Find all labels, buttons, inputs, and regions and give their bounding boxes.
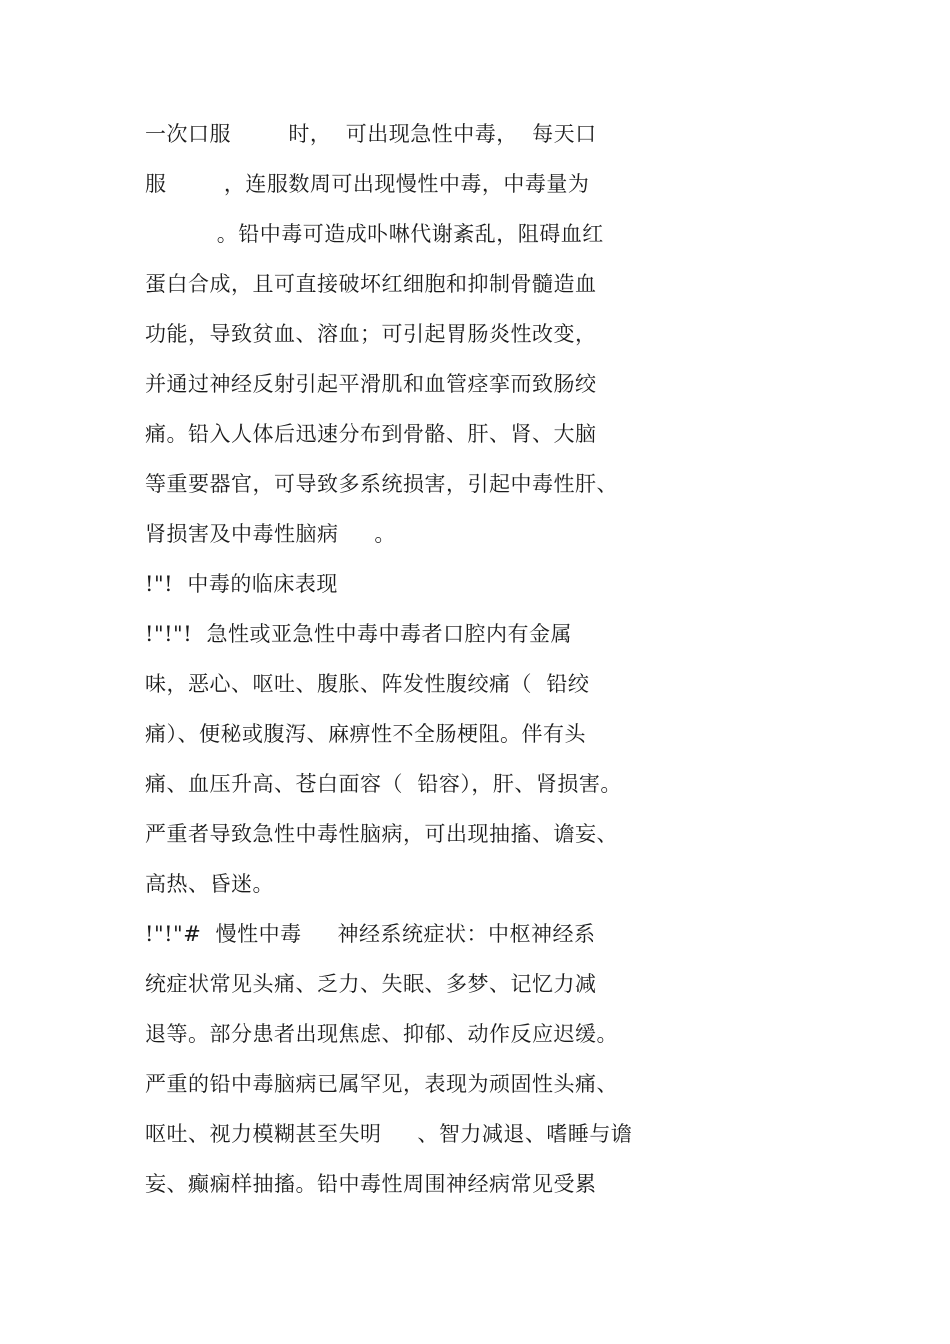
text-line: 退等。部分患者出现焦虑、抑郁、动作反应迟缓。 xyxy=(145,1022,618,1046)
text-line: 统症状常见头痛、乏力、失眠、多梦、记忆力减 xyxy=(145,972,597,996)
text-line: 并通过神经反射引起平滑肌和血管痉挛而致肠绞 xyxy=(145,372,597,396)
text-line: 妄、癫痫样抽搐。铅中毒性周围神经病常见受累 xyxy=(145,1172,597,1196)
text-line: 肾损害及中毒性脑病 。 xyxy=(145,522,396,546)
section-heading: !"! 中毒的临床表现 xyxy=(145,572,338,596)
text-line: 。铅中毒可造成卟啉代谢紊乱，阻碍血红 xyxy=(145,222,604,246)
text-line: 痛、血压升高、苍白面容（ 铅容），肝、肾损害。 xyxy=(145,772,622,796)
text-line: 严重的铅中毒脑病已属罕见，表现为顽固性头痛、 xyxy=(145,1072,618,1096)
text-line: 功能，导致贫血、溶血；可引起胃肠炎性改变， xyxy=(145,322,597,346)
subsection-heading: !"!"# 慢性中毒 神经系统症状：中枢神经系 xyxy=(145,922,596,946)
text-line: 蛋白合成，且可直接破坏红细胞和抑制骨髓造血 xyxy=(145,272,597,296)
text-line: 痛）、便秘或腹泻、麻痹性不全肠梗阻。伴有头 xyxy=(145,722,586,746)
text-line: 一次口服 时， 可出现急性中毒， 每天口 xyxy=(145,122,597,146)
text-line: 高热、昏迷。 xyxy=(145,872,274,896)
text-line: 痛。铅入人体后迅速分布到骨骼、肝、肾、大脑 xyxy=(145,422,597,446)
subsection-heading: !"!"! 急性或亚急性中毒中毒者口腔内有金属 xyxy=(145,622,572,646)
text-line: 等重要器官，可导致多系统损害，引起中毒性肝、 xyxy=(145,472,618,496)
text-line: 严重者导致急性中毒性脑病，可出现抽搐、谵妄、 xyxy=(145,822,618,846)
text-line: 服 ，连服数周可出现慢性中毒，中毒量为 xyxy=(145,172,590,196)
text-line: 呕吐、视力模糊甚至失明 、智力减退、嗜睡与谵 xyxy=(145,1122,633,1146)
text-line: 味，恶心、呕吐、腹胀、阵发性腹绞痛（ 铅绞 xyxy=(145,672,590,696)
